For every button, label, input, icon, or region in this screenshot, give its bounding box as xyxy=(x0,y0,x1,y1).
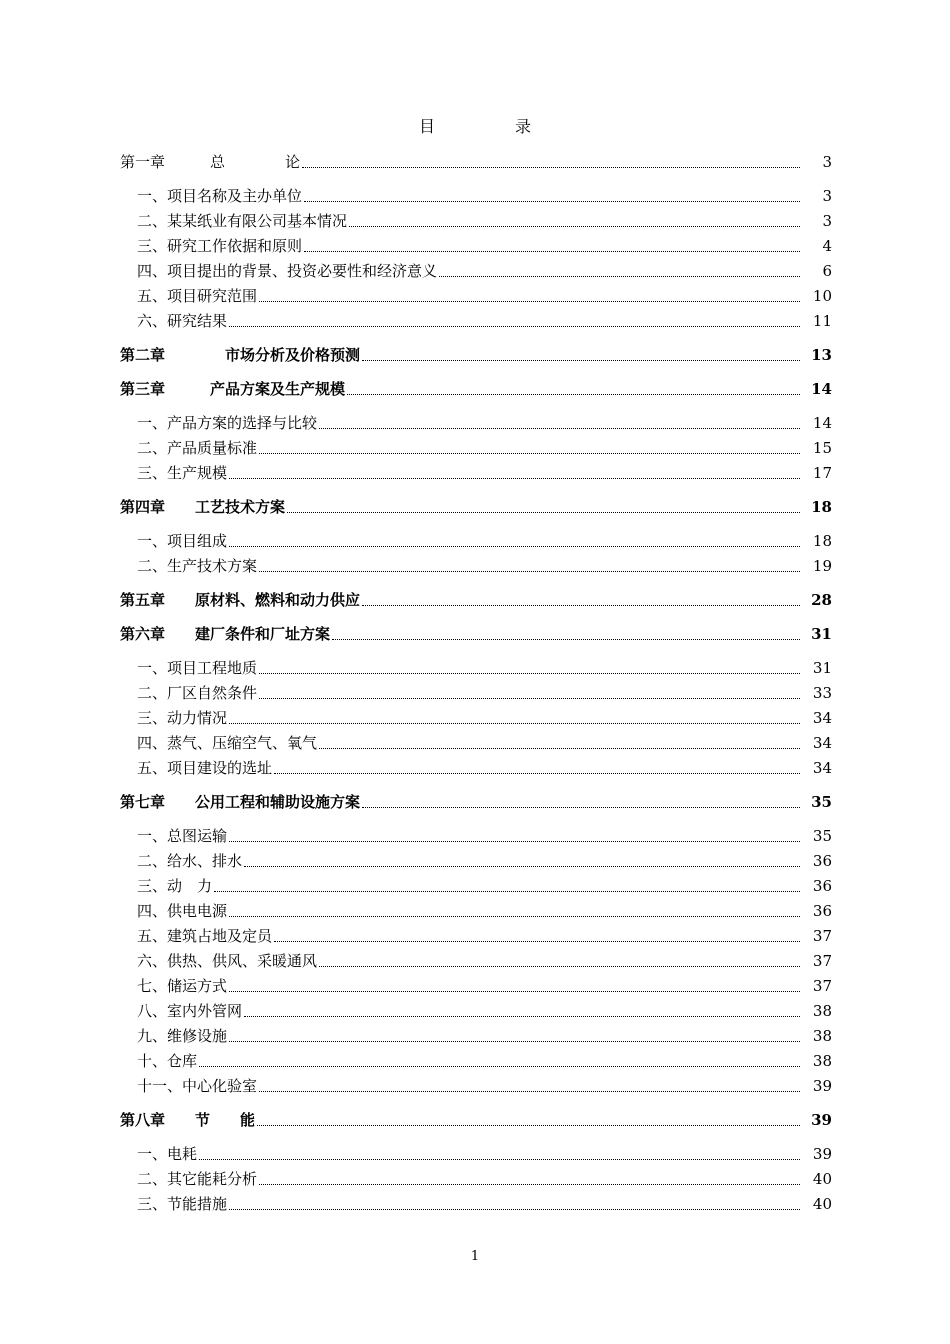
toc-chapter-entry[interactable] xyxy=(120,492,832,517)
toc-section-entry[interactable] xyxy=(120,1071,832,1096)
toc-entry-label: 三、节能措施 xyxy=(137,1195,228,1213)
toc-leader-dots xyxy=(362,806,800,808)
toc-leader-dots xyxy=(362,604,800,606)
toc-leader-dots xyxy=(229,545,800,547)
table-of-contents xyxy=(120,147,832,1214)
toc-entry-page: 37 xyxy=(812,927,832,945)
toc-section-entry[interactable] xyxy=(120,408,832,433)
toc-entry-page: 3 xyxy=(822,212,832,230)
toc-entry-label: 第一章 总 论 xyxy=(120,153,301,171)
toc-section-entry[interactable] xyxy=(120,821,832,846)
toc-entry-page: 3 xyxy=(822,153,832,171)
toc-chapter-entry[interactable] xyxy=(120,585,832,610)
toc-entry-label: 四、项目提出的背景、投资必要性和经济意义 xyxy=(137,262,438,280)
toc-entry-page: 6 xyxy=(822,262,832,280)
toc-section-entry[interactable] xyxy=(120,526,832,551)
toc-leader-dots xyxy=(257,1124,800,1126)
toc-leader-dots xyxy=(259,300,800,302)
toc-entry-label: 第二章 市场分析及价格预测 xyxy=(120,346,361,364)
toc-section-entry[interactable] xyxy=(120,728,832,753)
toc-entry-page: 39 xyxy=(812,1077,832,1095)
toc-entry-label: 十、仓库 xyxy=(137,1052,198,1070)
toc-section-entry[interactable] xyxy=(120,921,832,946)
toc-entry-page: 10 xyxy=(812,287,832,305)
toc-title-right: 录 xyxy=(515,117,532,136)
toc-chapter-entry[interactable] xyxy=(120,147,832,172)
toc-section-entry[interactable] xyxy=(120,971,832,996)
toc-leader-dots xyxy=(319,427,800,429)
toc-title-left: 目 xyxy=(418,117,435,136)
toc-leader-dots xyxy=(347,393,800,395)
toc-entry-label: 六、供热、供风、采暖通风 xyxy=(137,952,318,970)
toc-chapter-entry[interactable] xyxy=(120,787,832,812)
toc-section-entry[interactable] xyxy=(120,1021,832,1046)
toc-entry-page: 18 xyxy=(811,498,832,516)
toc-entry-label: 六、研究结果 xyxy=(137,312,228,330)
toc-leader-dots xyxy=(349,225,800,227)
toc-section-entry[interactable] xyxy=(120,1164,832,1189)
toc-section-entry[interactable] xyxy=(120,206,832,231)
toc-entry-label: 一、总图运输 xyxy=(137,827,228,845)
toc-entry-page: 35 xyxy=(812,827,832,845)
toc-entry-label: 一、项目组成 xyxy=(137,532,228,550)
toc-entry-page: 40 xyxy=(812,1195,832,1213)
toc-entry-page: 4 xyxy=(822,237,832,255)
toc-entry-page: 36 xyxy=(812,902,832,920)
toc-entry-page: 34 xyxy=(812,759,832,777)
toc-leader-dots xyxy=(229,915,800,917)
toc-entry-page: 38 xyxy=(812,1052,832,1070)
toc-chapter-entry[interactable] xyxy=(120,374,832,399)
toc-section-entry[interactable] xyxy=(120,996,832,1021)
toc-leader-dots xyxy=(319,747,800,749)
toc-section-entry[interactable] xyxy=(120,946,832,971)
toc-leader-dots xyxy=(274,772,800,774)
toc-leader-dots xyxy=(304,200,800,202)
toc-section-entry[interactable] xyxy=(120,753,832,778)
toc-entry-page: 33 xyxy=(812,684,832,702)
toc-leader-dots xyxy=(274,940,800,942)
toc-section-entry[interactable] xyxy=(120,846,832,871)
toc-section-entry[interactable] xyxy=(120,871,832,896)
toc-leader-dots xyxy=(259,452,800,454)
toc-leader-dots xyxy=(199,1065,800,1067)
toc-leader-dots xyxy=(302,166,800,168)
toc-leader-dots xyxy=(287,511,800,513)
toc-section-entry[interactable] xyxy=(120,896,832,921)
toc-section-entry[interactable] xyxy=(120,181,832,206)
toc-section-entry[interactable] xyxy=(120,1139,832,1164)
toc-entry-page: 40 xyxy=(812,1170,832,1188)
toc-entry-page: 34 xyxy=(812,709,832,727)
toc-entry-label: 三、生产规模 xyxy=(137,464,228,482)
toc-entry-label: 七、储运方式 xyxy=(137,977,228,995)
toc-entry-label: 第三章 产品方案及生产规模 xyxy=(120,380,346,398)
toc-entry-page: 39 xyxy=(812,1145,832,1163)
toc-leader-dots xyxy=(259,1183,800,1185)
toc-entry-page: 19 xyxy=(812,557,832,575)
toc-entry-label: 第八章 节 能 xyxy=(120,1111,256,1129)
toc-leader-dots xyxy=(259,672,800,674)
toc-leader-dots xyxy=(229,990,800,992)
toc-entry-page: 14 xyxy=(811,380,832,398)
toc-entry-label: 八、室内外管网 xyxy=(137,1002,243,1020)
toc-leader-dots xyxy=(229,325,800,327)
page-number: 1 xyxy=(470,1249,480,1264)
toc-section-entry[interactable] xyxy=(120,653,832,678)
toc-leader-dots xyxy=(304,250,800,252)
toc-entry-label: 五、建筑占地及定员 xyxy=(137,927,273,945)
toc-entry-page: 15 xyxy=(812,439,832,457)
toc-entry-label: 第七章 公用工程和辅助设施方案 xyxy=(120,793,361,811)
toc-leader-dots xyxy=(229,722,800,724)
toc-entry-label: 第四章 工艺技术方案 xyxy=(120,498,286,516)
toc-entry-label: 一、电耗 xyxy=(137,1145,198,1163)
toc-entry-label: 十一、中心化验室 xyxy=(137,1077,258,1095)
toc-leader-dots xyxy=(214,890,800,892)
toc-leader-dots xyxy=(259,570,800,572)
toc-leader-dots xyxy=(229,1040,800,1042)
toc-entry-label: 二、其它能耗分析 xyxy=(137,1170,258,1188)
toc-entry-label: 二、产品质量标准 xyxy=(137,439,258,457)
toc-section-entry[interactable] xyxy=(120,231,832,256)
toc-entry-page: 37 xyxy=(812,952,832,970)
toc-entry-page: 36 xyxy=(812,877,832,895)
toc-chapter-entry[interactable] xyxy=(120,619,832,644)
toc-entry-page: 18 xyxy=(812,532,832,550)
toc-entry-page: 38 xyxy=(812,1002,832,1020)
toc-entry-page: 14 xyxy=(812,414,832,432)
toc-entry-label: 五、项目研究范围 xyxy=(137,287,258,305)
toc-section-entry[interactable] xyxy=(120,306,832,331)
toc-entry-label: 九、维修设施 xyxy=(137,1027,228,1045)
toc-entry-label: 二、给水、排水 xyxy=(137,852,243,870)
toc-leader-dots xyxy=(259,697,800,699)
toc-entry-label: 三、动力情况 xyxy=(137,709,228,727)
toc-leader-dots xyxy=(332,638,800,640)
toc-entry-page: 11 xyxy=(812,312,832,330)
toc-chapter-entry[interactable] xyxy=(120,1105,832,1130)
toc-title xyxy=(0,114,950,137)
toc-section-entry[interactable] xyxy=(120,1189,832,1214)
toc-leader-dots xyxy=(244,865,800,867)
toc-entry-page: 35 xyxy=(811,793,832,811)
toc-entry-page: 3 xyxy=(822,187,832,205)
toc-entry-label: 一、项目名称及主办单位 xyxy=(137,187,303,205)
toc-section-entry[interactable] xyxy=(120,281,832,306)
toc-section-entry[interactable] xyxy=(120,256,832,281)
toc-entry-label: 五、项目建设的选址 xyxy=(137,759,273,777)
toc-entry-page: 39 xyxy=(811,1111,832,1129)
toc-leader-dots xyxy=(229,840,800,842)
toc-leader-dots xyxy=(362,359,800,361)
toc-entry-label: 二、厂区自然条件 xyxy=(137,684,258,702)
toc-chapter-entry[interactable] xyxy=(120,340,832,365)
toc-leader-dots xyxy=(199,1158,800,1160)
toc-entry-label: 四、供电电源 xyxy=(137,902,228,920)
toc-entry-page: 37 xyxy=(812,977,832,995)
toc-section-entry[interactable] xyxy=(120,703,832,728)
toc-entry-label: 一、项目工程地质 xyxy=(137,659,258,677)
toc-section-entry[interactable] xyxy=(120,433,832,458)
toc-leader-dots xyxy=(229,1208,800,1210)
toc-section-entry[interactable] xyxy=(120,551,832,576)
toc-entry-label: 四、蒸气、压缩空气、氧气 xyxy=(137,734,318,752)
toc-entry-page: 17 xyxy=(812,464,832,482)
toc-leader-dots xyxy=(244,1015,800,1017)
toc-leader-dots xyxy=(439,275,800,277)
toc-entry-page: 31 xyxy=(812,659,832,677)
toc-entry-page: 36 xyxy=(812,852,832,870)
toc-entry-page: 13 xyxy=(811,346,832,364)
toc-entry-page: 28 xyxy=(811,591,832,609)
toc-leader-dots xyxy=(259,1090,800,1092)
toc-section-entry[interactable] xyxy=(120,458,832,483)
toc-entry-page: 31 xyxy=(811,625,832,643)
toc-leader-dots xyxy=(229,477,800,479)
toc-entry-page: 34 xyxy=(812,734,832,752)
toc-entry-page: 38 xyxy=(812,1027,832,1045)
toc-entry-label: 二、某某纸业有限公司基本情况 xyxy=(137,212,348,230)
toc-entry-label: 一、产品方案的选择与比较 xyxy=(137,414,318,432)
toc-section-entry[interactable] xyxy=(120,1046,832,1071)
toc-entry-label: 三、研究工作依据和原则 xyxy=(137,237,303,255)
toc-entry-label: 三、动 力 xyxy=(137,877,213,895)
toc-section-entry[interactable] xyxy=(120,678,832,703)
toc-entry-label: 第五章 原材料、燃料和动力供应 xyxy=(120,591,361,609)
toc-entry-label: 第六章 建厂条件和厂址方案 xyxy=(120,625,331,643)
toc-entry-label: 二、生产技术方案 xyxy=(137,557,258,575)
toc-leader-dots xyxy=(319,965,800,967)
